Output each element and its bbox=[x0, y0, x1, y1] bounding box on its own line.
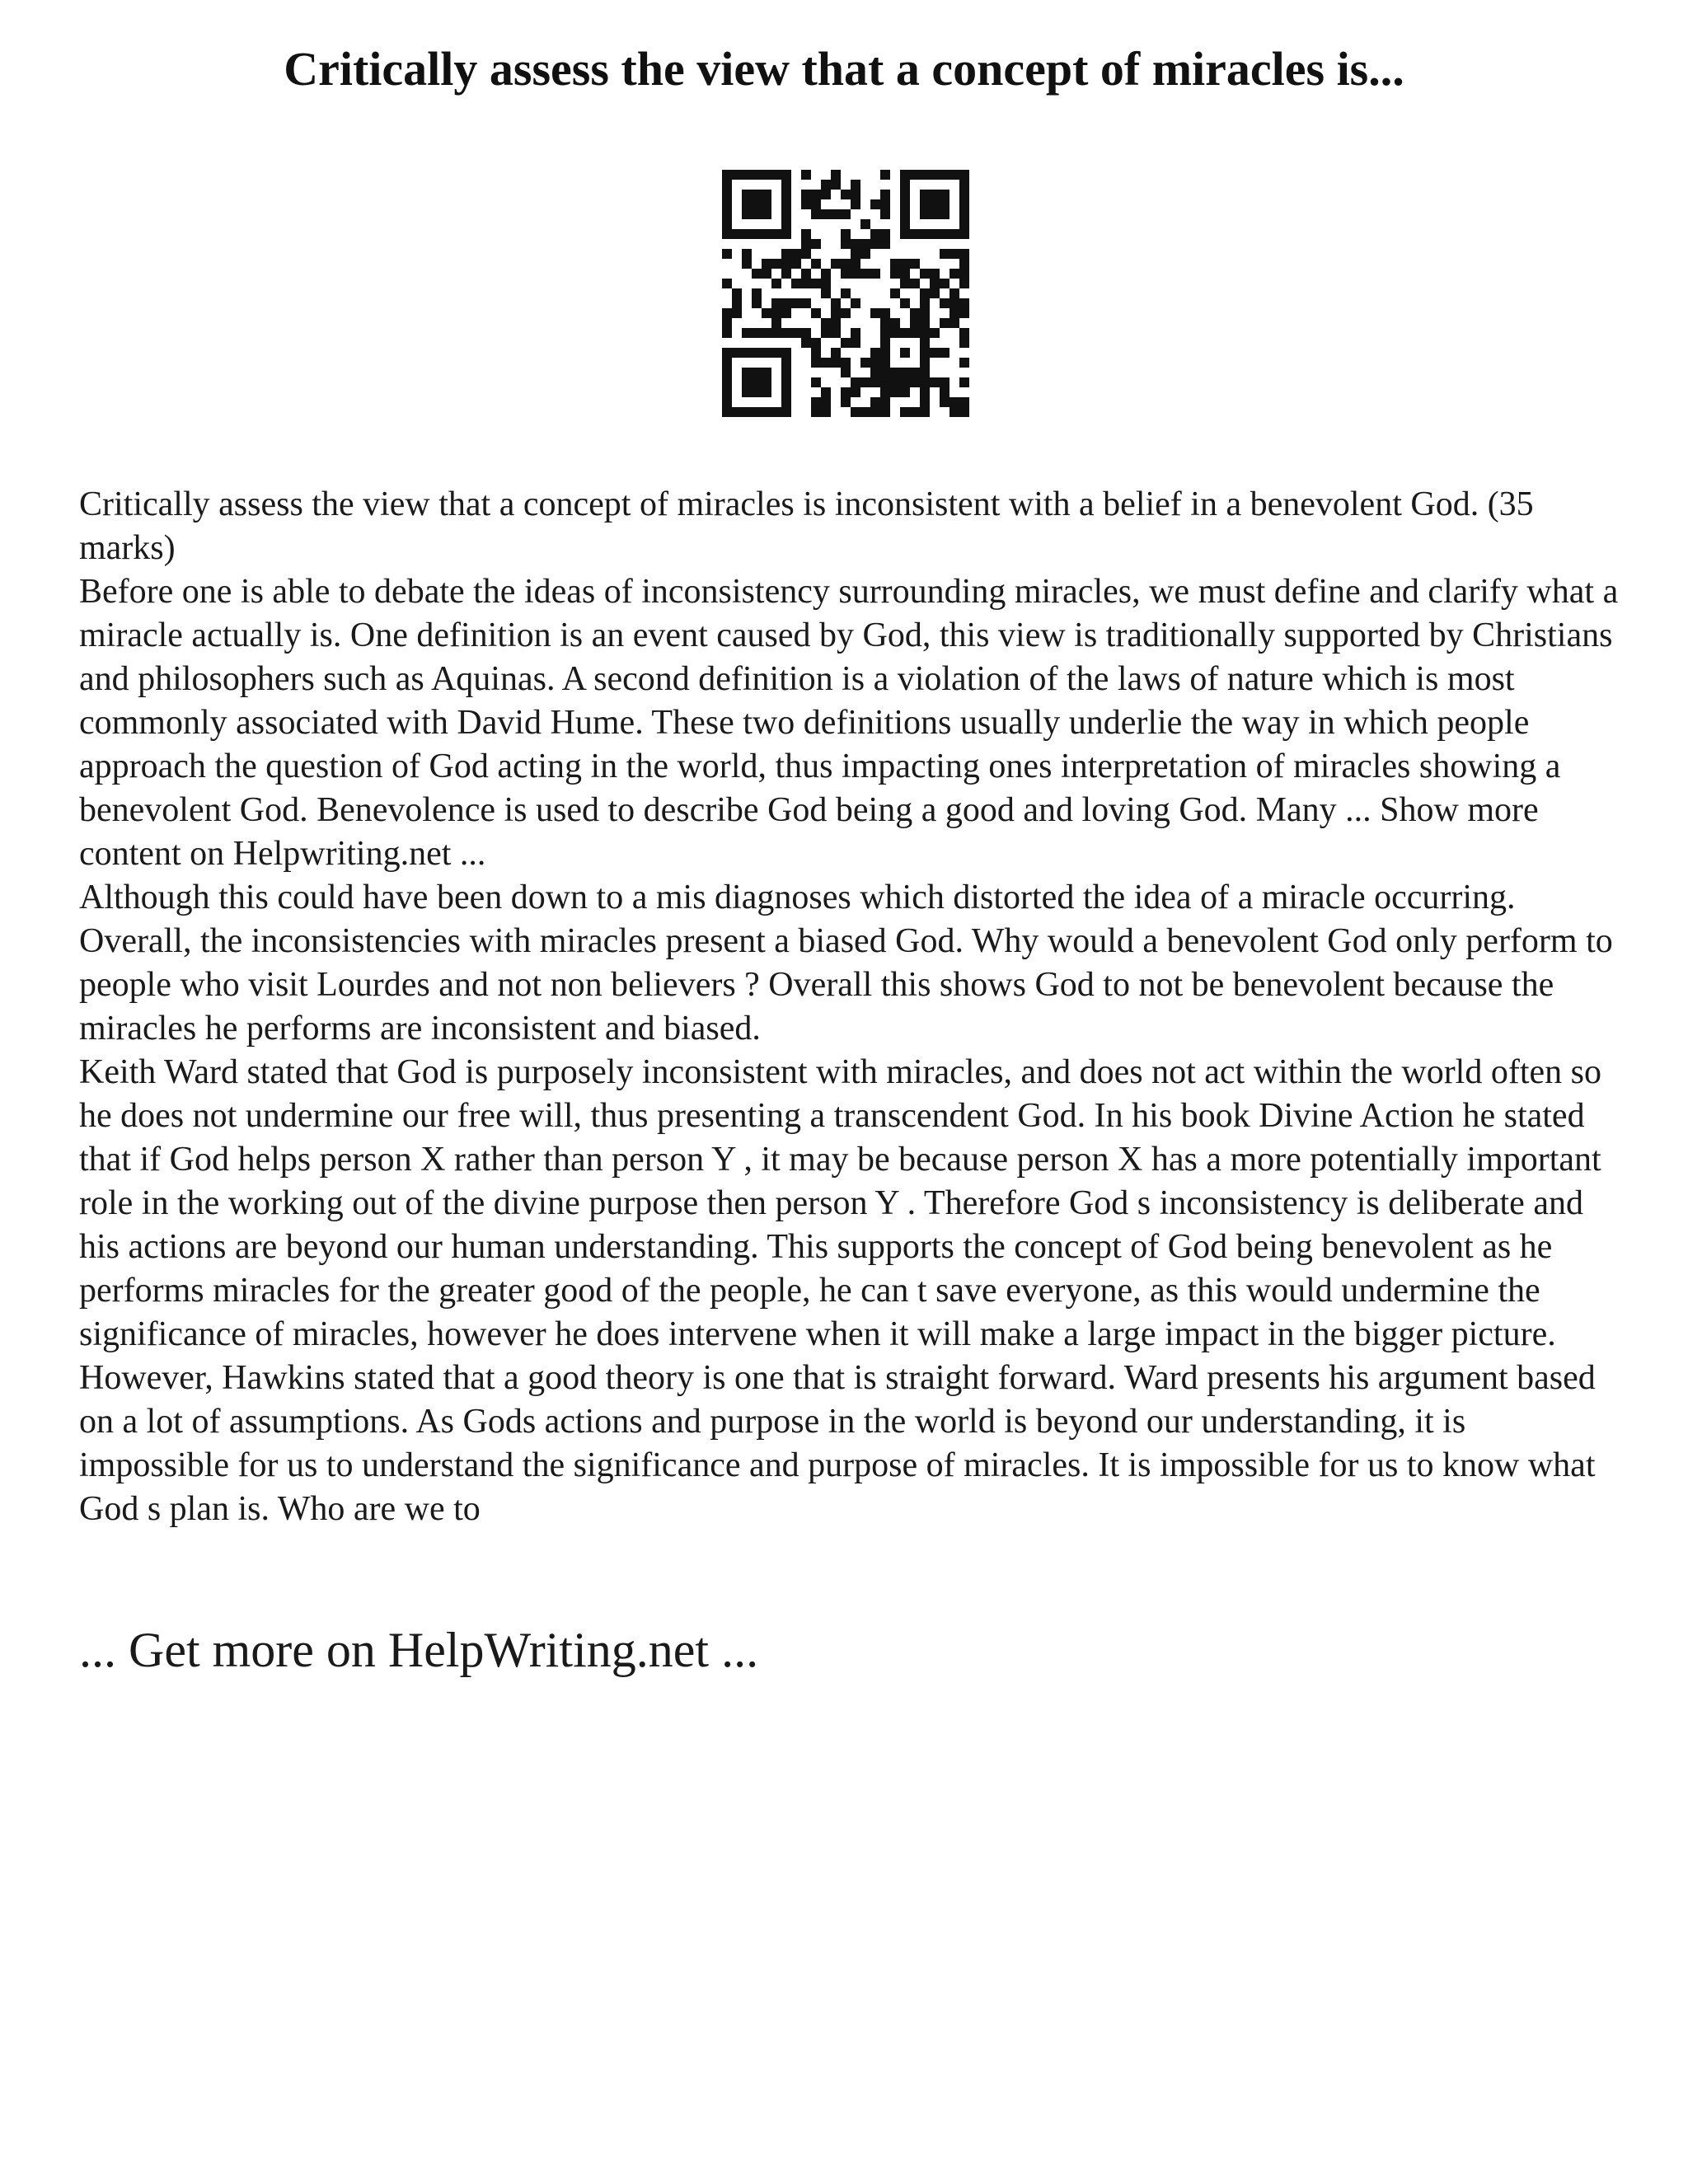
essay-body bbox=[79, 483, 1620, 1531]
essay-question: Critically assess the view that a concept of miracles is inconsistent with a belief in a benevolent God. (35 marks) bbox=[79, 485, 1534, 567]
page-title: Critically assess the view that a concept of miracles is... bbox=[284, 42, 1404, 96]
qr-code-icon bbox=[722, 170, 969, 417]
essay-paragraph-2: Although this could have been down to a mis diagnoses which distorted the idea of a miracle occurring. Overall, the inconsistencies with miracles present a biased God. Why would a benevolent God only perform to people who visit Lourdes and not non believers ? Overall this shows God to not be benevolent because the miracles he performs are inconsistent and biased. bbox=[79, 879, 1613, 1047]
get-more-link[interactable]: ... Get more on HelpWriting.net ... bbox=[79, 1623, 759, 1677]
essay-paragraph-3: Keith Ward stated that God is purposely inconsistent with miracles, and does not act within the world often so he does not undermine our free will, thus presenting a transcendent God. In his book Divine Action he stated that if God helps person X rather than person Y , it may be because person X has a more potentially important role in the working out of the divine purpose then person Y . Therefore God s inconsistency is deliberate and his actions are beyond our human understanding. This supports the concept of God being benevolent as he performs miracles for the greater good of the people, he can t save everyone, as this would undermine the significance of miracles, however he does intervene when it will make a large impact in the bigger picture. However, Hawkins stated that a good theory is one that is straight forward. Ward presents his argument based on a lot of assumptions. As Gods actions and purpose in the world is beyond our understanding, it is impossible for us to understand the significance and purpose of miracles. It is impossible for us to know what God s plan is. Who are we to bbox=[79, 1053, 1601, 1528]
qr-code-graphic bbox=[722, 170, 969, 417]
essay-paragraph-1: Before one is able to debate the ideas of inconsistency surrounding miracles, we must define and clarify what a miracle actually is. One definition is an event caused by God, this view is traditionally supported by Christians and philosophers such as Aquinas. A second definition is a violation of the laws of nature which is most commonly associated with David Hume. These two definitions usually underlie the way in which people approach the question of God acting in the world, thus impacting ones interpretation of miracles showing a benevolent God. Benevolence is used to describe God being a good and loving God. Many ... Show more content on Helpwriting.net ... bbox=[79, 573, 1619, 873]
